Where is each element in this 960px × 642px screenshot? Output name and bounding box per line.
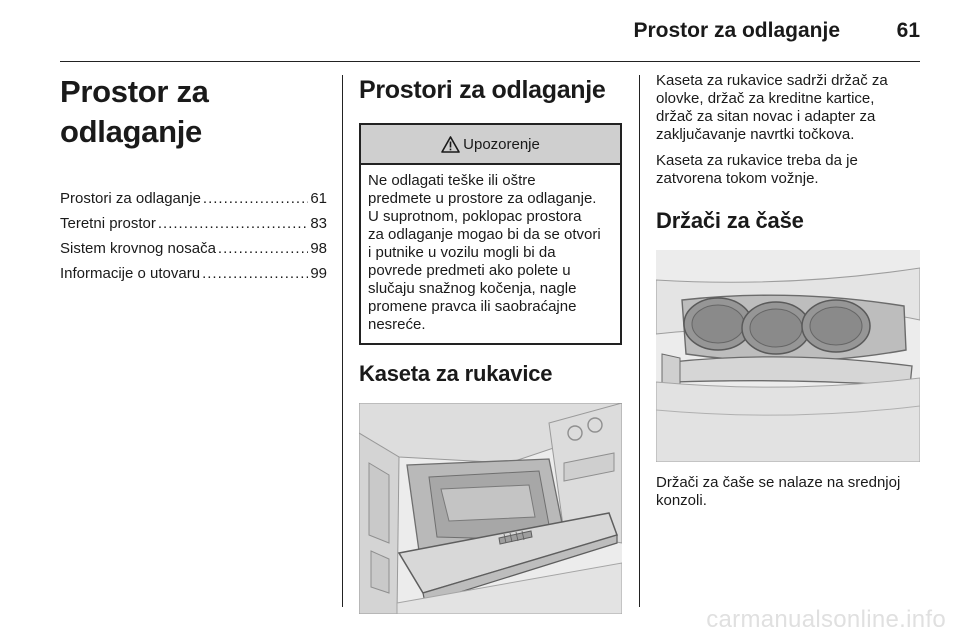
toc-entry-page: 98 [310, 240, 327, 257]
toc-entry-label: Sistem krovnog nosača [60, 240, 216, 257]
running-header-title: Prostor za odlaganje [633, 19, 840, 42]
toc-entry-page: 83 [310, 215, 327, 232]
toc-entry-page: 99 [310, 265, 327, 282]
warning-line: slučaju snažnog kočenja, nagle [368, 280, 577, 297]
cupholders-caption [656, 474, 922, 510]
running-header [610, 16, 920, 50]
right-column [656, 72, 922, 518]
table-of-contents [60, 186, 327, 286]
paragraph-line: olovke, držač za kreditne kartice, [656, 90, 875, 107]
paragraph-line: Kaseta za rukavice sadrži držač za [656, 72, 888, 89]
toc-entry[interactable] [60, 236, 327, 261]
column-divider-right [639, 75, 640, 607]
warning-text [361, 165, 620, 343]
glovebox-illustration [359, 403, 622, 614]
warning-heading: Upozorenje [463, 135, 540, 153]
left-column [60, 72, 327, 286]
section-title: Prostori za odlaganje [359, 76, 606, 104]
toc-entry-label: Informacije o utovaru [60, 265, 201, 282]
toc-entry-page: 61 [310, 190, 327, 207]
toc-entry[interactable] [60, 261, 327, 286]
paragraph-line: Držači za čaše se nalaze na srednjoj [656, 474, 901, 491]
header-rule [60, 61, 920, 62]
warning-triangle-icon [441, 136, 460, 153]
glovebox-note [656, 152, 922, 188]
warning-line: promene pravca ili saobraćajne [368, 298, 577, 315]
middle-column [359, 72, 622, 614]
warning-line: povrede predmeti ako polete u [368, 262, 571, 279]
glovebox-title: Kaseta za rukavice [359, 361, 553, 386]
page-number: 61 [896, 19, 920, 42]
chapter-title: Prostor za odlaganje [60, 74, 209, 149]
warning-line: za odlaganje mogao bi da se otvori [368, 226, 601, 243]
toc-leader-dots [202, 261, 308, 286]
warning-box [359, 123, 622, 345]
watermark: carmanualsonline.info [706, 606, 946, 633]
column-divider-left [342, 75, 343, 607]
toc-entry[interactable] [60, 211, 327, 236]
warning-line: predmete u prostore za odlaganje. [368, 190, 597, 207]
warning-line: U suprotnom, poklopac prostora [368, 208, 582, 225]
cupholders-illustration [656, 250, 920, 462]
warning-line: nesreće. [368, 316, 426, 333]
warning-line: Ne odlagati teške ili oštre [368, 172, 536, 189]
toc-entry-label: Prostori za odlaganje [60, 190, 201, 207]
cupholders-title: Držači za čaše [656, 208, 804, 233]
paragraph-line: zaključavanje navrtki točkova. [656, 126, 855, 143]
toc-entry[interactable] [60, 186, 327, 211]
paragraph-line: Kaseta za rukavice treba da je [656, 152, 858, 169]
paragraph-line: držač za sitan novac i adapter za [656, 108, 876, 125]
toc-leader-dots [218, 236, 308, 261]
warning-header [361, 125, 620, 165]
paragraph-line: konzoli. [656, 492, 707, 509]
paragraph-line: zatvorena tokom vožnje. [656, 170, 819, 187]
toc-leader-dots [203, 186, 308, 211]
toc-leader-dots [158, 211, 308, 236]
warning-line: i putnike u vozilu mogli bi da [368, 244, 556, 261]
toc-entry-label: Teretni prostor [60, 215, 156, 232]
glovebox-description [656, 72, 922, 144]
